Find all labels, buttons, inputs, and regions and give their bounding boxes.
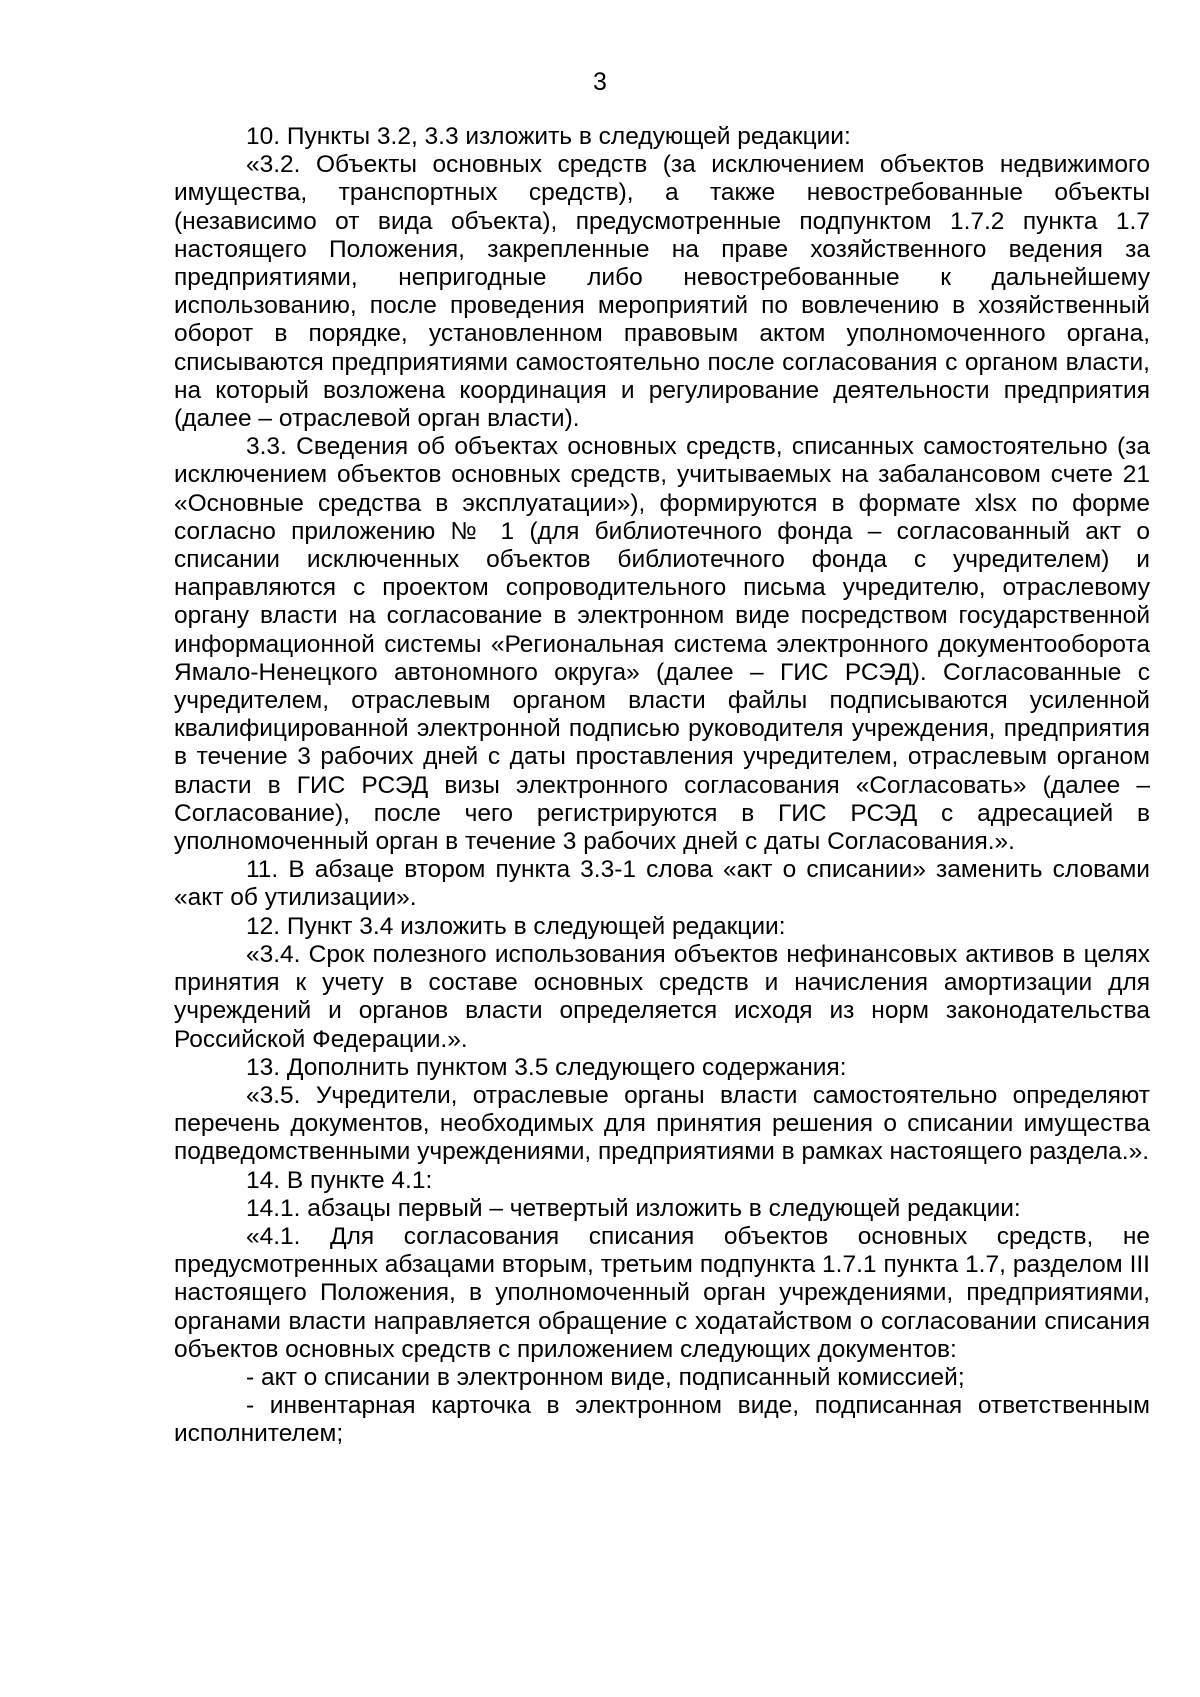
paragraph-clause-3-2: «3.2. Объекты основных средств (за исключением объектов недвижимого имущества, транспортных средств), а также невостребованные объекты (независимо от вида объекта), предусмотренные подпунктом 1.7.2 пункта 1.7 настоящего Положения, закрепленные на праве хозяйственного ведения за предприятиями, непригодные либо невостребованные к дальнейшему использованию, после проведения мероприятий по вовлечению в хозяйственный оборот в порядке, установленном правовым актом уполномоченного органа, списываются предприятиями самостоятельно после согласования с органом власти, на который возложена координация и регулирование деятельности предприятия (далее – отраслевой орган власти). bbox=[174, 151, 1150, 433]
list-item-act: - акт о списании в электронном виде, подписанный комиссией; bbox=[246, 1363, 965, 1391]
paragraph-item-13: 13. Дополнить пунктом 3.5 следующего содержания: bbox=[246, 1053, 847, 1081]
list-item-inventory-card: - инвентарная карточка в электронном виде, подписанная ответственным исполнителем; bbox=[174, 1392, 1150, 1448]
document-body bbox=[174, 123, 1150, 1449]
paragraph-clause-3-5: «3.5. Учредители, отраслевые органы власти самостоятельно определяют перечень документов, необходимых для принятия решения о списании имущества подведомственными учреждениями, предприятиями в рамках настоящего раздела.». bbox=[174, 1081, 1150, 1166]
paragraph-item-14-1: 14.1. абзацы первый – четвертый изложить в следующей редакции: bbox=[246, 1194, 1021, 1222]
paragraph-item-11: 11. В абзаце втором пункта 3.3-1 слова «акт о списании» заменить словами «акт об утилизации». bbox=[174, 856, 1150, 912]
paragraph-item-14: 14. В пункте 4.1: bbox=[246, 1166, 433, 1194]
paragraph-item-10: 10. Пункты 3.2, 3.3 изложить в следующей редакции: bbox=[246, 123, 851, 150]
paragraph-clause-3-3: 3.3. Сведения об объектах основных средств, списанных самостоятельно (за исключением объектов основных средств, учитываемых на забалансовом счете 21 «Основные средства в эксплуатации»), формируются в формате xlsx по форме согласно приложению № 1 (для библиотечного фонда – согласованный акт о списании исключенных объектов библиотечного фонда с учредителем) и направляются с проектом сопроводительного письма учредителю, отраслевому органу власти на согласование в электронном виде посредством государственной информационной системы «Региональная система электронного документооборота Ямало-Ненецкого автономного округа» (далее – ГИС РСЭД). Согласованные с учредителем, отраслевым органом власти файлы подписываются усиленной квалифицированной электронной подписью руководителя учреждения, предприятия в течение 3 рабочих дней с даты проставления учредителем, отраслевым органом власти в ГИС РСЭД визы электронного согласования «Согласовать» (далее – Согласование), после чего регистрируются в ГИС РСЭД с адресацией в уполномоченный орган в течение 3 рабочих дней с даты Согласования.». bbox=[174, 433, 1150, 856]
paragraph-item-12: 12. Пункт 3.4 изложить в следующей редакции: bbox=[246, 912, 786, 940]
page-number: 3 bbox=[593, 68, 607, 96]
paragraph-clause-4-1: «4.1. Для согласования списания объектов основных средств, не предусмотренных абзацами вторым, третьим подпункта 1.7.1 пункта 1.7, разделом III настоящего Положения, в уполномоченный орган учреждениями, предприятиями, органами власти направляется обращение с ходатайством о согласовании списания объектов основных средств с приложением следующих документов: bbox=[174, 1222, 1150, 1363]
paragraph-clause-3-4: «3.4. Срок полезного использования объектов нефинансовых активов в целях принятия к учету в составе основных средств и начисления амортизации для учреждений и органов власти определяется исходя из норм законодательства Российской Федерации.». bbox=[174, 940, 1150, 1053]
